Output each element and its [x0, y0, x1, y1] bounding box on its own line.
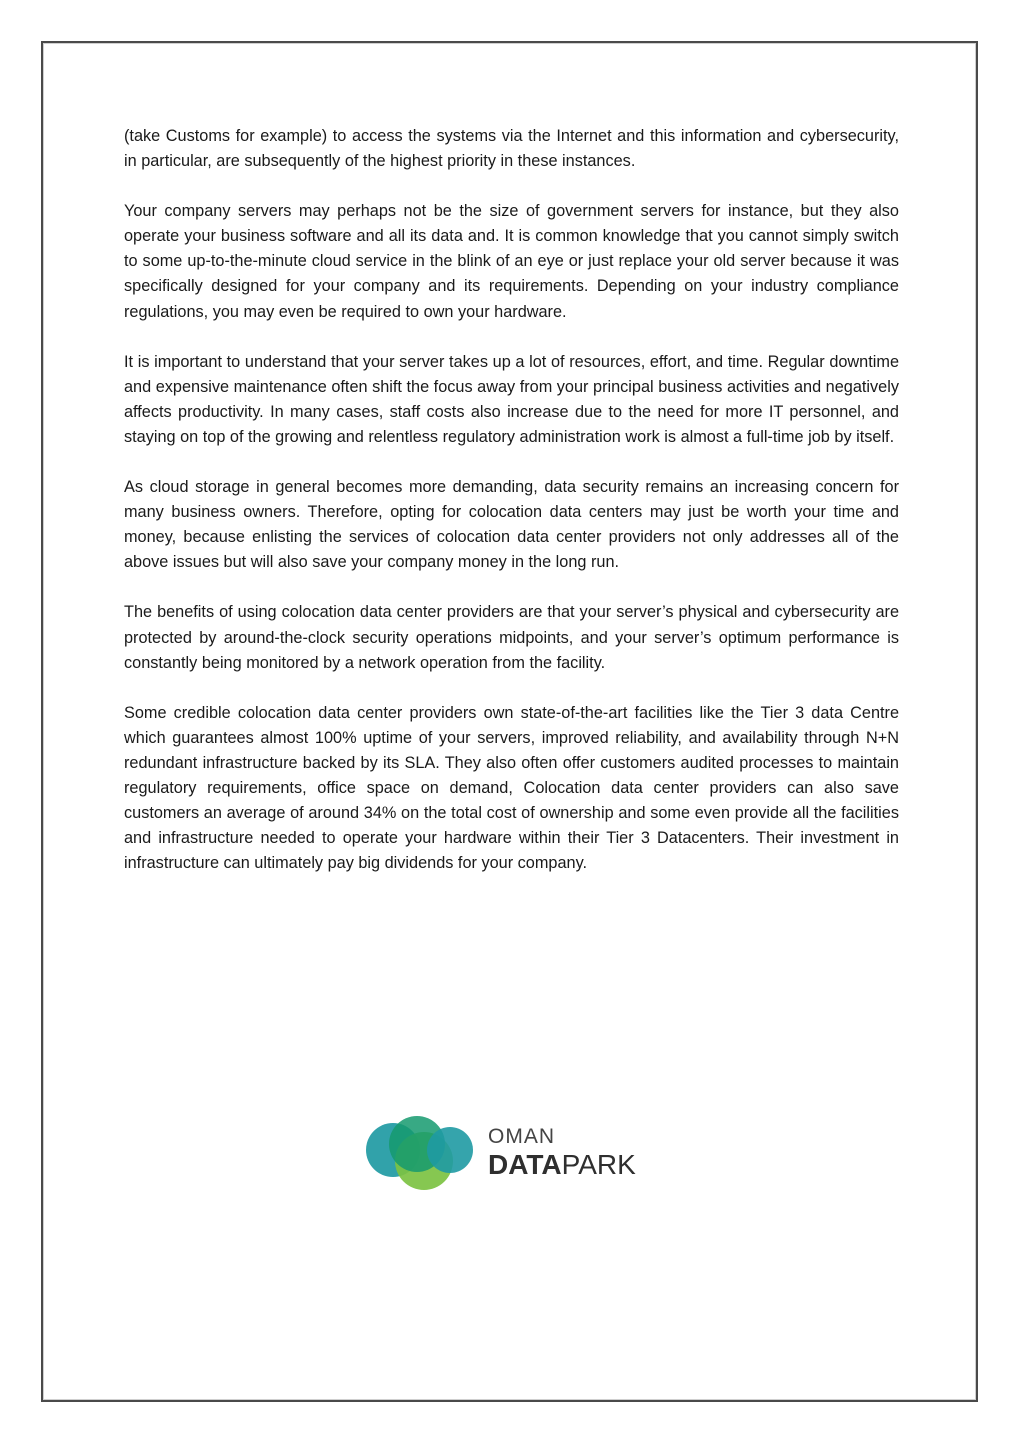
logo-top-text: OMAN — [488, 1125, 555, 1148]
paragraph: As cloud storage in general becomes more demanding, data security remains an increasing concern for many business owners. Therefore, opting for colocation data centers may just be worth your time and money, because enlisting the services of colocation data center providers not only addresses all of the above issues but will also save your company money in the long run. — [124, 478, 899, 572]
paragraph: The benefits of using colocation data center providers are that your server’s physical and cybersecurity are protected by around-the-clock security operations midpoints, and your server’s optimum performance is constantly being monitored by a network operation from the facility. — [124, 603, 899, 672]
oman-datapark-logo — [364, 1114, 644, 1194]
logo-bold-text: DATA — [488, 1149, 562, 1180]
logo-bottom-text — [488, 1151, 636, 1179]
paragraph: It is important to understand that your server takes up a lot of resources, effort, and time. Regular downtime and expensive maintenance often shift the focus away from your principal business activities and negatively affects productivity. In many cases, staff costs also increase due to the need for more IT personnel, and staying on top of the growing and relentless regulatory administration work is almost a full-time job by itself. — [124, 352, 899, 446]
document-body — [124, 124, 899, 901]
paragraph: Your company servers may perhaps not be the size of government servers for instance, but they also operate your business software and all its data and. It is common knowledge that you cannot simply switch to some up-to-the-minute cloud service in the blink of an eye or just replace your old server because it was specifically designed for your company and its requirements. Depending on your industry compliance regulations, you may even be required to own your hardware. — [124, 202, 899, 321]
logo-light-text: PARK — [561, 1149, 636, 1180]
logo-circles-icon — [364, 1114, 484, 1194]
logo-wordmark — [488, 1126, 636, 1179]
paragraph: Some credible colocation data center providers own state-of-the-art facilities like the Tier 3 data Centre which guarantees almost 100% uptime of your servers, improved reliability, and availability through N+N redundant infrastructure backed by its SLA. They also often offer customers audited processes to maintain regulatory requirements, office space on demand, Colocation data center providers can also save customers an average of around 34% on the total cost of ownership and some even provide all the facilities and infrastructure needed to operate your hardware within their Tier 3 Datacenters. Their investment in infrastructure can ultimately pay big dividends for your company. — [124, 703, 899, 873]
paragraph: (take Customs for example) to access the systems via the Internet and this information and cybersecurity, in particular, are subsequently of the highest priority in these instances. — [124, 127, 899, 171]
